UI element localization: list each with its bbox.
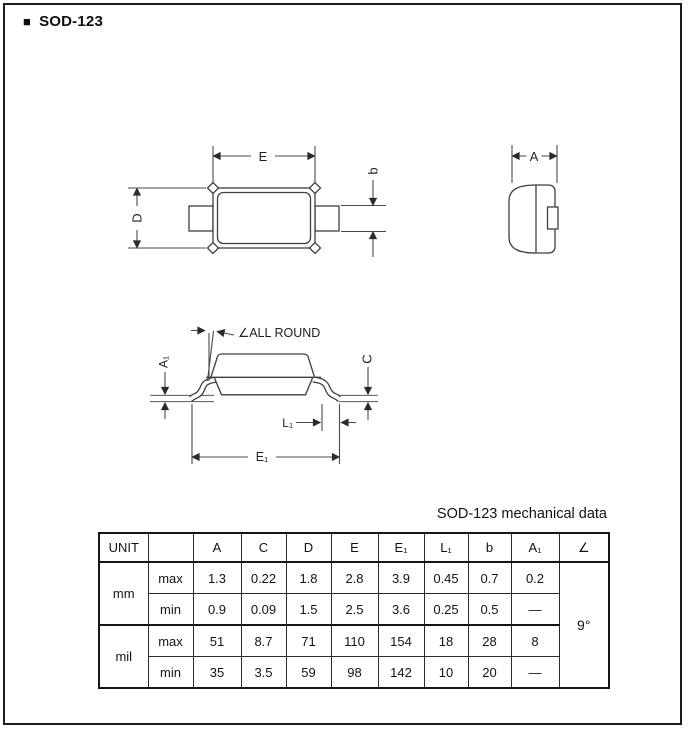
value-cell: 0.22 [241,562,286,594]
side-view-drawing [150,326,378,464]
value-cell: 8.7 [241,625,286,657]
header-c: C [241,533,286,562]
dim-label-e1: E₁ [255,450,269,464]
unit-mm-cell: mm [99,562,148,625]
value-cell: 142 [378,657,424,689]
header-angle: ∠ [559,533,609,562]
header-d: D [286,533,331,562]
dim-label-a1: A₁ [156,355,171,369]
dim-label-d: D [129,213,145,223]
value-cell: 2.5 [331,594,378,626]
header-l1: L₁ [424,533,468,562]
bound-cell: min [148,594,193,626]
side-view-right-lead [313,380,339,399]
value-cell: 1.3 [193,562,241,594]
value-cell: 154 [378,625,424,657]
dim-label-e: E [258,149,268,164]
header-unit: UNIT [99,533,148,562]
value-cell: 28 [468,625,511,657]
value-cell: 0.09 [241,594,286,626]
dim-label-c: C [359,354,375,364]
value-cell: 3.5 [241,657,286,689]
value-cell: 0.25 [424,594,468,626]
header-e: E [331,533,378,562]
value-cell: — [511,594,559,626]
table-row [99,594,609,626]
page-title-text: SOD-123 [39,13,103,30]
value-cell: 3.9 [378,562,424,594]
dim-l1 [296,404,356,464]
table-caption: SOD-123 mechanical data [436,506,607,522]
value-cell: 8 [511,625,559,657]
top-view-body [213,188,315,248]
dim-label-a: A [529,149,539,164]
header-blank [148,533,193,562]
value-cell: 98 [331,657,378,689]
header-e1: E₁ [378,533,424,562]
header-a: A [193,533,241,562]
value-cell: — [511,657,559,689]
square-bullet-icon: ■ [23,14,32,29]
table-row [99,657,609,689]
value-cell: 35 [193,657,241,689]
value-cell: 2.8 [331,562,378,594]
top-view-right-lead [315,206,339,231]
header-b: b [468,533,511,562]
value-cell: 0.9 [193,594,241,626]
dim-label-l1: L₁ [282,416,293,430]
value-cell: 10 [424,657,468,689]
value-cell: 1.8 [286,562,331,594]
value-cell: 59 [286,657,331,689]
value-cell: 71 [286,625,331,657]
bound-cell: max [148,625,193,657]
value-cell: 110 [331,625,378,657]
bound-cell: min [148,657,193,689]
value-cell: 20 [468,657,511,689]
all-round-label: ∠ALL ROUND [238,326,321,340]
value-cell: 0.7 [468,562,511,594]
value-cell: 0.2 [511,562,559,594]
table-row [99,625,609,657]
top-view-drawing [128,146,386,257]
table-header-row [99,533,609,562]
end-view-drawing [509,145,558,253]
dim-b [341,180,386,257]
table-row [99,562,609,594]
side-view-body-bottom [215,378,313,395]
value-cell: 0.5 [468,594,511,626]
value-cell: 3.6 [378,594,424,626]
angle-value-cell: 9° [559,562,609,688]
mechanical-data-table [98,532,610,689]
header-a1: A₁ [511,533,559,562]
value-cell: 0.45 [424,562,468,594]
value-cell: 1.5 [286,594,331,626]
top-view-left-lead [189,206,213,231]
end-view-lead [548,207,559,229]
bound-cell: max [148,562,193,594]
side-view-body-top [211,354,315,377]
value-cell: 18 [424,625,468,657]
unit-mil-cell: mil [99,625,148,688]
value-cell: 51 [193,625,241,657]
dim-label-b: b [365,167,381,175]
